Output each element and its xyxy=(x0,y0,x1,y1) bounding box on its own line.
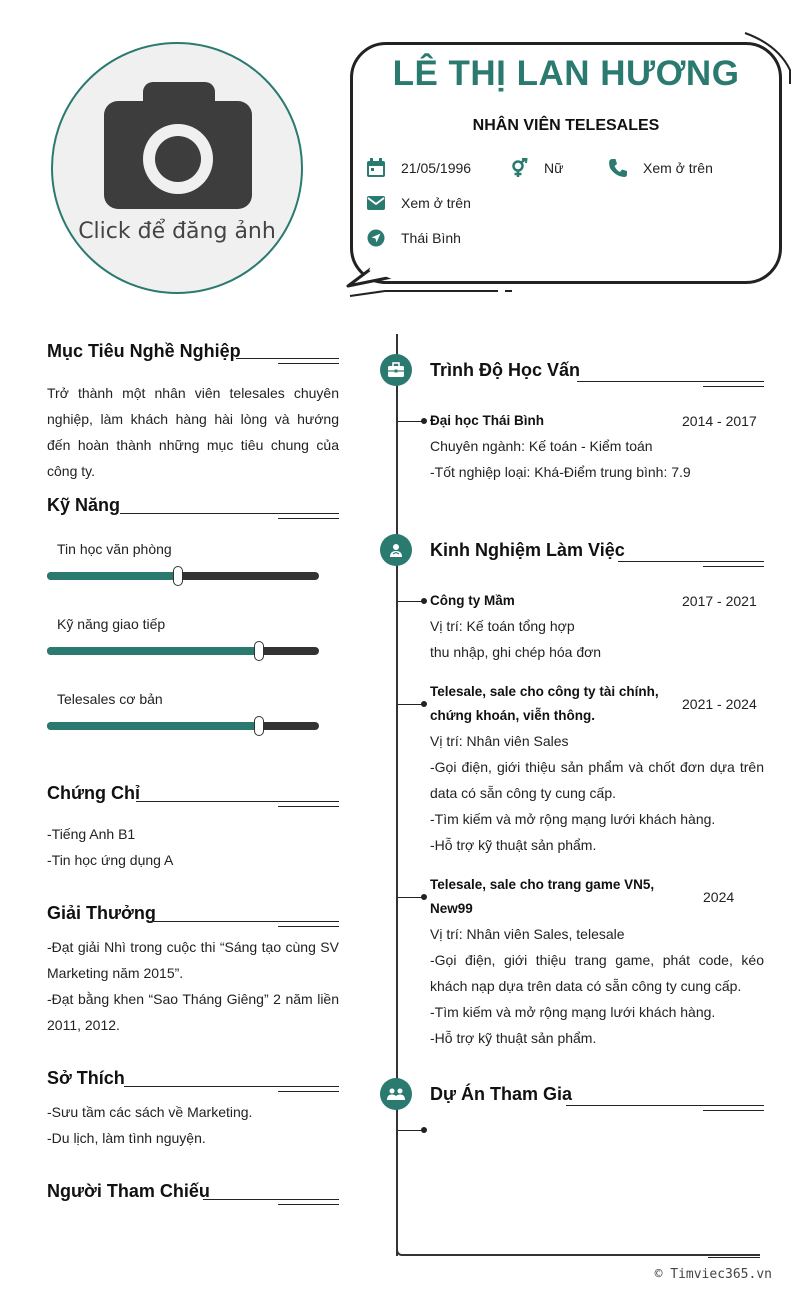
phone-info xyxy=(608,158,713,178)
hobby-item: -Du lịch, làm tình nguyện. xyxy=(47,1130,206,1146)
timeline-bottom xyxy=(396,1250,760,1256)
experience-detail: -Gọi điện, giới thiệu trang game, phát code, kéo khách nạp dựa trên data có sẵn công ty cung cấp. xyxy=(430,952,764,994)
skill-bar-fill xyxy=(47,722,259,730)
experience-company: chứng khoán, viễn thông. xyxy=(430,708,596,723)
timeline-dot xyxy=(421,418,427,424)
references-title: Người Tham Chiếu xyxy=(47,1181,210,1201)
experience-detail: -Gọi điện, giới thiệu sản phẩm và chốt đơn dựa trên data có sẵn công ty cung cấp. xyxy=(430,759,764,801)
timeline-dot xyxy=(421,701,427,707)
experience-detail: thu nhập, ghi chép hóa đơn xyxy=(430,644,602,660)
section-underline xyxy=(136,801,339,802)
avatar-upload[interactable] xyxy=(51,42,303,294)
skill-bar[interactable] xyxy=(47,722,319,730)
objective-title: Mục Tiêu Nghề Nghiệp xyxy=(47,341,241,361)
experience-date: 2017 - 2021 xyxy=(682,593,757,609)
skill-slider-handle[interactable] xyxy=(254,641,264,661)
section-underline xyxy=(120,513,339,514)
experience-detail: -Hỗ trợ kỹ thuật sản phẩm. xyxy=(430,837,597,853)
gender-info xyxy=(509,158,563,178)
candidate-name: LÊ THỊ LAN HƯƠNG xyxy=(392,54,740,93)
education-date: 2014 - 2017 xyxy=(682,413,757,429)
camera-lens-inner xyxy=(155,136,201,182)
education-detail: Chuyên ngành: Kế toán - Kiểm toán xyxy=(430,438,653,454)
certificates-title: Chứng Chỉ xyxy=(47,783,141,803)
experience-company: Telesale, sale cho trang game VN5, xyxy=(430,877,655,892)
timeline-end-dash xyxy=(708,1257,760,1258)
email-info xyxy=(366,193,471,213)
hobbies-title: Sở Thích xyxy=(47,1068,125,1088)
team-icon xyxy=(380,1078,412,1110)
section-underline xyxy=(566,1105,764,1106)
education-school: Đại học Thái Bình xyxy=(430,413,545,428)
awards-title: Giải Thưởng xyxy=(47,903,156,923)
experience-detail: -Tìm kiếm và mở rộng mạng lưới khách hàng. xyxy=(430,811,716,827)
experience-detail: Vị trí: Nhân viên Sales xyxy=(430,733,569,749)
timeline-dot xyxy=(421,894,427,900)
skill-bar-fill xyxy=(47,572,178,580)
skill-slider-handle[interactable] xyxy=(173,566,183,586)
experience-company: Công ty Mầm xyxy=(430,593,515,608)
certificate-item: -Tin học ứng dụng A xyxy=(47,852,174,868)
award-item: -Đạt giải Nhì trong cuộc thi “Sáng tạo cùng SV Marketing năm 2015”. xyxy=(47,939,339,981)
experience-date: 2021 - 2024 xyxy=(682,696,757,712)
timeline-connector xyxy=(398,421,423,422)
section-underline-dash xyxy=(278,1204,339,1205)
award-item: -Đạt bằng khen “Sao Tháng Giêng” 2 năm liền 2011, 2012. xyxy=(47,991,339,1033)
skill-label: Kỹ năng giao tiếp xyxy=(57,616,166,632)
experience-company: New99 xyxy=(430,901,473,916)
skill-label: Telesales cơ bản xyxy=(57,691,163,707)
section-underline xyxy=(203,1199,339,1200)
briefcase-icon xyxy=(380,354,412,386)
section-underline xyxy=(150,921,339,922)
upload-photo-label: Click để đăng ảnh xyxy=(78,219,276,244)
education-title: Trình Độ Học Vấn xyxy=(430,360,581,380)
experience-company: Telesale, sale cho công ty tài chính, xyxy=(430,684,659,699)
birthday-info xyxy=(366,158,471,178)
timeline-line xyxy=(396,334,398,1256)
skills-title: Kỹ Năng xyxy=(47,495,121,515)
timeline-connector xyxy=(398,601,423,602)
section-underline-dash xyxy=(278,1091,339,1092)
experience-date: 2024 xyxy=(703,889,735,905)
handshake-icon xyxy=(380,534,412,566)
calendar-icon xyxy=(366,158,386,178)
hobby-item: -Sưu tầm các sách về Marketing. xyxy=(47,1104,253,1120)
skill-slider-handle[interactable] xyxy=(254,716,264,736)
skill-bar-fill xyxy=(47,647,259,655)
section-underline-dash xyxy=(703,386,764,387)
section-underline-dash xyxy=(703,1110,764,1111)
email-value: Xem ở trên xyxy=(401,195,471,211)
birthday-value: 21/05/1996 xyxy=(401,160,472,176)
gender-value: Nữ xyxy=(544,160,564,176)
section-underline xyxy=(577,381,764,382)
section-underline xyxy=(236,358,339,359)
gender-icon xyxy=(509,158,529,178)
timeline-connector xyxy=(398,897,423,898)
envelope-icon xyxy=(366,193,386,213)
phone-icon xyxy=(608,158,628,178)
address-value: Thái Bình xyxy=(401,230,461,246)
footer-copyright: © Timviec365.vn xyxy=(654,1267,772,1282)
timeline-connector xyxy=(398,704,423,705)
skill-bar[interactable] xyxy=(47,647,319,655)
timeline-dot xyxy=(421,1127,427,1133)
section-underline-dash xyxy=(278,363,339,364)
experience-detail: Vị trí: Kế toán tổng hợp xyxy=(430,618,575,634)
skill-bar[interactable] xyxy=(47,572,319,580)
section-underline-dash xyxy=(278,926,339,927)
projects-title: Dự Án Tham Gia xyxy=(430,1084,573,1104)
certificate-item: -Tiếng Anh B1 xyxy=(47,826,136,842)
location-icon xyxy=(366,228,386,248)
section-underline-dash xyxy=(278,518,339,519)
section-underline xyxy=(618,561,764,562)
skill-label: Tin học văn phòng xyxy=(57,541,172,557)
experience-detail: -Hỗ trợ kỹ thuật sản phẩm. xyxy=(430,1030,597,1046)
phone-value: Xem ở trên xyxy=(643,160,713,176)
section-underline xyxy=(124,1086,339,1087)
timeline-dot xyxy=(421,598,427,604)
objective-text: Trở thành một nhân viên telesales chuyên nghiệp, làm khách hàng hài lòng và hướng đến hoàn thành những mục tiêu chung của công ty. xyxy=(47,385,339,479)
experience-detail: -Tìm kiếm và mở rộng mạng lưới khách hàng. xyxy=(430,1004,716,1020)
section-underline-dash xyxy=(703,566,764,567)
experience-title: Kinh Nghiệm Làm Việc xyxy=(430,540,625,560)
job-title: NHÂN VIÊN TELESALES xyxy=(472,117,660,134)
section-underline-dash xyxy=(278,806,339,807)
education-detail: -Tốt nghiệp loại: Khá-Điểm trung bình: 7.9 xyxy=(430,464,691,480)
address-info xyxy=(366,228,461,248)
experience-detail: Vị trí: Nhân viên Sales, telesale xyxy=(430,926,625,942)
timeline-connector xyxy=(398,1130,423,1131)
